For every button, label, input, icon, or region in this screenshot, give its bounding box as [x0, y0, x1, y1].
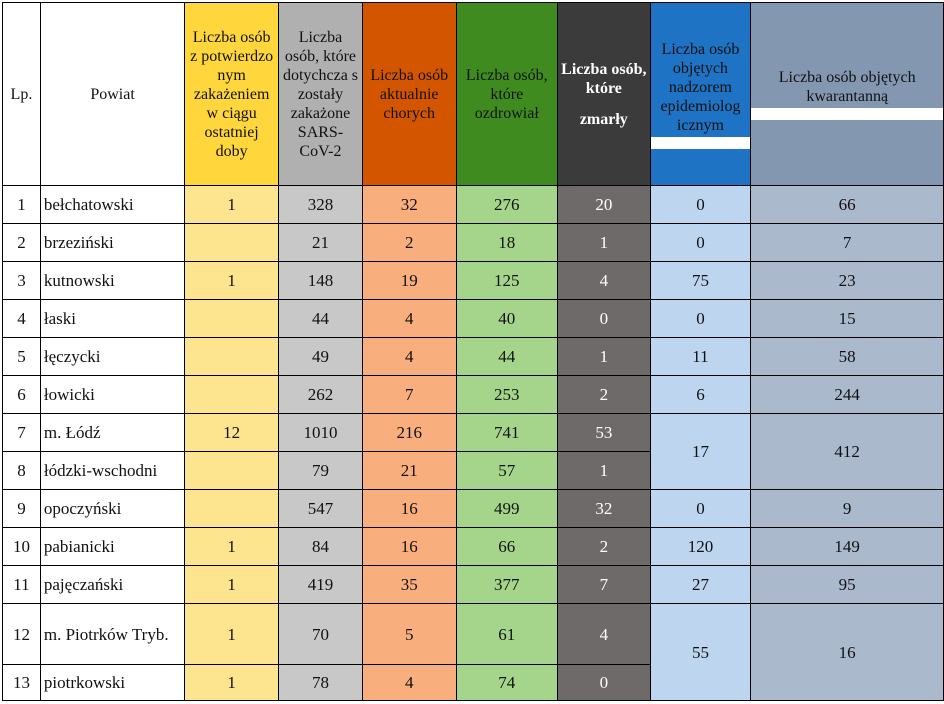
cell-new-cases: 1 — [185, 528, 279, 566]
cell-supervision: 27 — [650, 566, 751, 604]
cell-new-cases — [185, 452, 279, 490]
cell-new-cases — [185, 224, 279, 262]
header-total-infected: Liczba osób, które dotychcza s zostały zakażone SARS-CoV-2 — [279, 3, 363, 186]
cell-supervision: 55 — [650, 604, 751, 701]
cell-supervision: 75 — [650, 262, 751, 300]
cell-total-infected: 1010 — [279, 414, 363, 452]
header-white-bar — [651, 137, 751, 149]
row-lp: 1 — [3, 186, 41, 224]
row-lp: 11 — [3, 566, 41, 604]
cell-quarantine: 244 — [751, 376, 944, 414]
header-quarantine — [751, 3, 944, 186]
cell-total-infected: 49 — [279, 338, 363, 376]
table-row — [3, 186, 944, 224]
row-powiat: kutnowski — [40, 262, 184, 300]
header-deaths-line1: Liczba osób, które — [561, 60, 647, 97]
header-epidemiological-supervision — [650, 3, 751, 186]
cell-new-cases: 1 — [185, 604, 279, 665]
cell-deaths: 2 — [558, 376, 650, 414]
cell-new-cases — [185, 338, 279, 376]
header-powiat: Powiat — [40, 3, 184, 186]
header-supervision-text: Liczba osób objętych nadzorem epidemiolog icznym — [660, 40, 741, 134]
header-deaths — [558, 3, 650, 186]
table-row — [3, 414, 944, 452]
cell-total-infected: 419 — [279, 566, 363, 604]
row-powiat: łowicki — [40, 376, 184, 414]
cell-recovered: 125 — [456, 262, 558, 300]
cell-recovered: 44 — [456, 338, 558, 376]
header-row — [3, 3, 944, 186]
cell-recovered: 499 — [456, 490, 558, 528]
row-lp: 12 — [3, 604, 41, 665]
header-white-bar — [751, 108, 943, 120]
cell-quarantine: 9 — [751, 490, 944, 528]
cell-deaths: 1 — [558, 224, 650, 262]
cell-recovered: 276 — [456, 186, 558, 224]
cell-currently-ill: 7 — [362, 376, 456, 414]
cell-supervision: 120 — [650, 528, 751, 566]
cell-supervision: 17 — [650, 414, 751, 490]
row-lp: 3 — [3, 262, 41, 300]
cell-new-cases: 12 — [185, 414, 279, 452]
cell-total-infected: 44 — [279, 300, 363, 338]
row-powiat: pajęczański — [40, 566, 184, 604]
cell-new-cases: 1 — [185, 665, 279, 701]
header-recovered: Liczba osób, które ozdrowiał — [456, 3, 558, 186]
cell-quarantine: 16 — [751, 604, 944, 701]
cell-currently-ill: 32 — [362, 186, 456, 224]
row-powiat: łaski — [40, 300, 184, 338]
cell-quarantine: 66 — [751, 186, 944, 224]
cell-quarantine: 23 — [751, 262, 944, 300]
cell-currently-ill: 5 — [362, 604, 456, 665]
cell-currently-ill: 16 — [362, 490, 456, 528]
cell-quarantine: 7 — [751, 224, 944, 262]
cell-recovered: 18 — [456, 224, 558, 262]
cell-recovered: 57 — [456, 452, 558, 490]
cell-total-infected: 262 — [279, 376, 363, 414]
cell-total-infected: 70 — [279, 604, 363, 665]
row-powiat: pabianicki — [40, 528, 184, 566]
cell-supervision: 0 — [650, 224, 751, 262]
cell-new-cases: 1 — [185, 566, 279, 604]
header-quarantine-text: Liczba osób objętych kwarantanną — [778, 69, 916, 105]
cell-new-cases: 1 — [185, 186, 279, 224]
row-lp: 8 — [3, 452, 41, 490]
cell-supervision: 0 — [650, 490, 751, 528]
cell-quarantine: 58 — [751, 338, 944, 376]
cell-total-infected: 79 — [279, 452, 363, 490]
table-row — [3, 604, 944, 665]
cell-deaths: 7 — [558, 566, 650, 604]
cell-recovered: 741 — [456, 414, 558, 452]
cell-supervision: 0 — [650, 300, 751, 338]
table-row — [3, 528, 944, 566]
cell-recovered: 74 — [456, 665, 558, 701]
cell-currently-ill: 21 — [362, 452, 456, 490]
cell-total-infected: 84 — [279, 528, 363, 566]
cell-total-infected: 547 — [279, 490, 363, 528]
row-powiat: brzeziński — [40, 224, 184, 262]
covid-powiat-table — [2, 2, 944, 701]
row-lp: 10 — [3, 528, 41, 566]
row-powiat: opoczyński — [40, 490, 184, 528]
row-lp: 5 — [3, 338, 41, 376]
cell-currently-ill: 19 — [362, 262, 456, 300]
row-lp: 13 — [3, 665, 41, 701]
row-lp: 2 — [3, 224, 41, 262]
table-row — [3, 262, 944, 300]
header-deaths-line2: zmarły — [579, 110, 628, 128]
cell-supervision: 6 — [650, 376, 751, 414]
cell-deaths: 1 — [558, 338, 650, 376]
row-lp: 4 — [3, 300, 41, 338]
cell-new-cases — [185, 490, 279, 528]
table-row — [3, 490, 944, 528]
cell-recovered: 40 — [456, 300, 558, 338]
cell-recovered: 61 — [456, 604, 558, 665]
cell-quarantine: 149 — [751, 528, 944, 566]
cell-deaths: 53 — [558, 414, 650, 452]
table-row — [3, 338, 944, 376]
cell-deaths: 0 — [558, 665, 650, 701]
cell-total-infected: 148 — [279, 262, 363, 300]
table-row — [3, 376, 944, 414]
row-lp: 6 — [3, 376, 41, 414]
cell-currently-ill: 2 — [362, 224, 456, 262]
cell-quarantine: 412 — [751, 414, 944, 490]
cell-deaths: 4 — [558, 262, 650, 300]
table-row — [3, 224, 944, 262]
table-row — [3, 300, 944, 338]
cell-new-cases — [185, 376, 279, 414]
cell-total-infected: 328 — [279, 186, 363, 224]
cell-currently-ill: 216 — [362, 414, 456, 452]
header-lp: Lp. — [3, 3, 41, 186]
cell-currently-ill: 4 — [362, 338, 456, 376]
cell-supervision: 11 — [650, 338, 751, 376]
cell-quarantine: 15 — [751, 300, 944, 338]
cell-deaths: 0 — [558, 300, 650, 338]
cell-deaths: 2 — [558, 528, 650, 566]
cell-recovered: 66 — [456, 528, 558, 566]
row-powiat: m. Łódź — [40, 414, 184, 452]
cell-deaths: 32 — [558, 490, 650, 528]
cell-deaths: 4 — [558, 604, 650, 665]
cell-new-cases: 1 — [185, 262, 279, 300]
cell-total-infected: 21 — [279, 224, 363, 262]
cell-currently-ill: 35 — [362, 566, 456, 604]
cell-new-cases — [185, 300, 279, 338]
table-row — [3, 566, 944, 604]
row-powiat: piotrkowski — [40, 665, 184, 701]
header-new-cases: Liczba osób z potwierdzo nym zakażeniem w ciągu ostatniej doby — [185, 3, 279, 186]
cell-currently-ill: 4 — [362, 300, 456, 338]
row-powiat: łódzki-wschodni — [40, 452, 184, 490]
cell-total-infected: 78 — [279, 665, 363, 701]
cell-currently-ill: 16 — [362, 528, 456, 566]
row-powiat: bełchatowski — [40, 186, 184, 224]
row-powiat: m. Piotrków Tryb. — [40, 604, 184, 665]
cell-recovered: 253 — [456, 376, 558, 414]
cell-recovered: 377 — [456, 566, 558, 604]
cell-quarantine: 95 — [751, 566, 944, 604]
row-powiat: łęczycki — [40, 338, 184, 376]
row-lp: 7 — [3, 414, 41, 452]
cell-deaths: 1 — [558, 452, 650, 490]
header-currently-ill: Liczba osób aktualnie chorych — [362, 3, 456, 186]
cell-currently-ill: 4 — [362, 665, 456, 701]
row-lp: 9 — [3, 490, 41, 528]
cell-supervision: 0 — [650, 186, 751, 224]
cell-deaths: 20 — [558, 186, 650, 224]
